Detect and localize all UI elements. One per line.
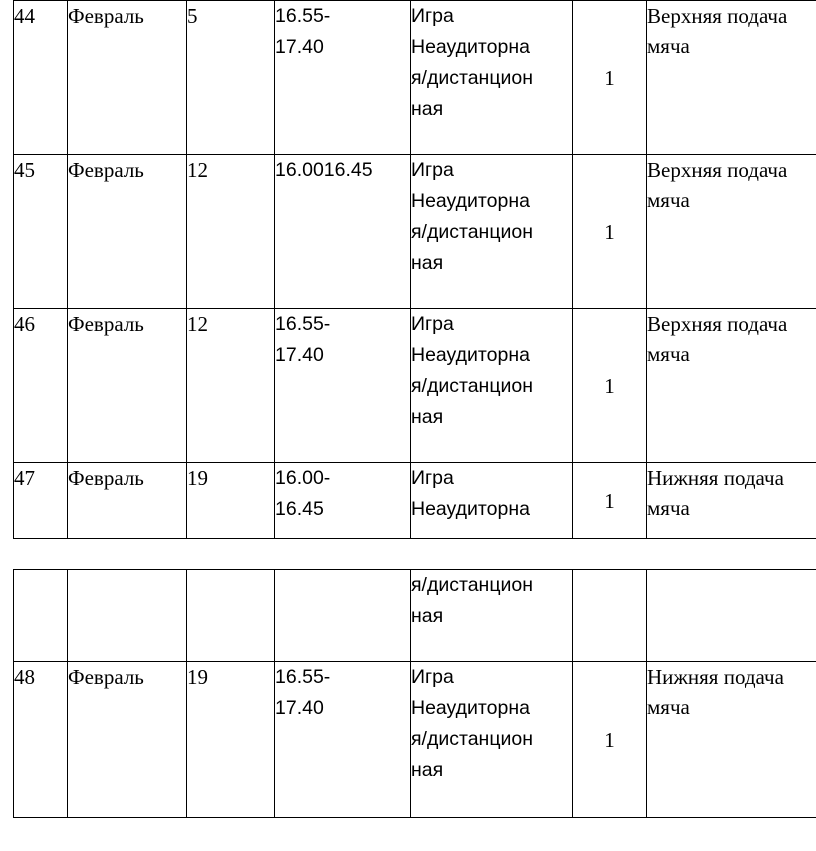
topic-line: мяча [647,496,690,520]
empty-cell [573,570,647,662]
table-row-continuation [14,570,816,662]
topic-line: Верхняя подача [647,158,788,182]
type-line: я/дистанцион [411,574,533,596]
type-line: Игра [411,467,454,489]
type-line: я/дистанцион [411,375,533,397]
time-cell [275,662,411,818]
time-line: 16.00- [275,467,331,489]
table-row [14,309,816,463]
type-line: Неаудиторна [411,697,530,719]
time-cell [275,463,411,539]
topic-line: Верхняя подача [647,4,788,28]
lesson-type-cell [411,309,573,463]
lesson-type-cell [411,155,573,309]
topic-line: Нижняя подача [647,665,784,689]
time-line: 16.55- [275,5,331,27]
lesson-type-cell [411,1,573,155]
lesson-number: 45 [14,155,68,309]
topic-cell [647,309,816,463]
topic-line: мяча [647,188,690,212]
time-cell [275,309,411,463]
time-line: 16.55- [275,313,331,335]
topic-cell [647,155,816,309]
empty-cell [275,570,411,662]
lesson-number: 47 [14,463,68,539]
empty-cell [647,570,816,662]
hours-cell: 1 [573,155,647,309]
type-line: Игра [411,313,454,335]
type-line: Неаудиторна [411,190,530,212]
lesson-type-cell [411,570,573,662]
type-line: Неаудиторна [411,498,530,520]
lesson-number: 46 [14,309,68,463]
table-row [14,1,816,155]
time-line: 17.40 [275,36,324,58]
day-cell: 12 [187,155,275,309]
month-cell: Февраль [68,155,187,309]
hours-cell: 1 [573,463,647,539]
type-line: Игра [411,159,454,181]
topic-cell [647,1,816,155]
empty-cell [187,570,275,662]
type-line: ная [411,605,444,627]
topic-line: мяча [647,342,690,366]
time-cell [275,1,411,155]
topic-line: Нижняя подача [647,466,784,490]
lesson-number: 44 [14,1,68,155]
time-line: 17.40 [275,697,324,719]
type-line: ная [411,759,444,781]
time-line: 16.0016.45 [275,159,373,181]
type-line: я/дистанцион [411,67,533,89]
day-cell: 19 [187,463,275,539]
type-line: Игра [411,666,454,688]
time-line: 16.55- [275,666,331,688]
table-row [14,463,816,539]
type-line: ная [411,98,444,120]
month-cell: Февраль [68,662,187,818]
lesson-type-cell [411,463,573,539]
month-cell: Февраль [68,1,187,155]
day-cell: 19 [187,662,275,818]
month-cell: Февраль [68,309,187,463]
table-row [14,155,816,309]
lesson-number: 48 [14,662,68,818]
type-line: Неаудиторна [411,344,530,366]
type-line: Игра [411,5,454,27]
topic-cell [647,662,816,818]
empty-cell [14,570,68,662]
type-line: ная [411,252,444,274]
topic-line: мяча [647,695,690,719]
schedule-table-part-1 [13,0,816,539]
time-line: 17.40 [275,344,324,366]
lesson-type-cell [411,662,573,818]
table-row [14,662,816,818]
hours-cell: 1 [573,662,647,818]
type-line: ная [411,406,444,428]
time-cell [275,155,411,309]
schedule-table-part-2 [13,569,816,818]
type-line: я/дистанцион [411,221,533,243]
topic-cell [647,463,816,539]
time-line: 16.45 [275,498,324,520]
type-line: я/дистанцион [411,728,533,750]
hours-cell: 1 [573,309,647,463]
day-cell: 5 [187,1,275,155]
topic-line: мяча [647,34,690,58]
type-line: Неаудиторна [411,36,530,58]
month-cell: Февраль [68,463,187,539]
empty-cell [68,570,187,662]
hours-cell: 1 [573,1,647,155]
day-cell: 12 [187,309,275,463]
topic-line: Верхняя подача [647,312,788,336]
